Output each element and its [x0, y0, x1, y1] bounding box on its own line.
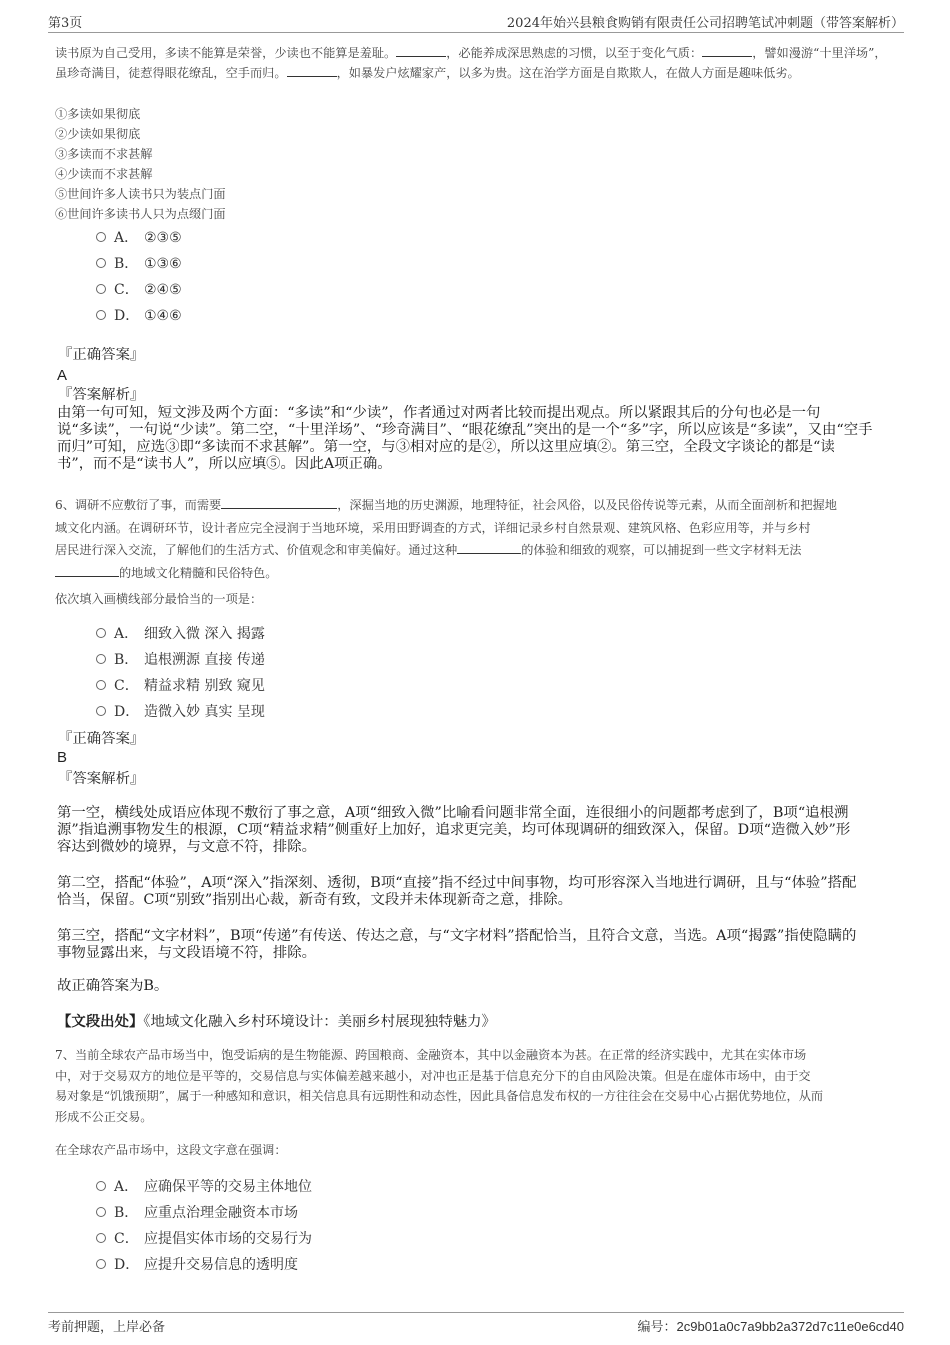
q6-answer: B [57, 749, 68, 766]
page-header [48, 10, 904, 33]
q6-answer-label: 『正确答案』 [58, 731, 145, 747]
source-title: 《地域文化融入乡村环境设计：美丽乡村展现独特魅力》 [143, 1014, 496, 1030]
option-a[interactable]: A． 应确保平等的交易主体地位 [96, 1174, 496, 1200]
list-item: ⑤世间许多人读书只为装点门面 [55, 187, 226, 201]
list-item: ②少读如果彻底 [55, 127, 141, 141]
q6-options [96, 621, 496, 725]
q6-prompt: 依次填入画横线部分最恰当的一项是： [55, 592, 263, 606]
q6-analysis-para1: 第一空，横线处成语应体现不敷衍了事之意，A项“细致入微”比喻看问题非常全面，连很细小的问题都考虑到了，B项“追根溯 源”指追溯事物发生的根源，C项“精益求精”侧重好上加好，追求更完美，均可体现调研的细致深入，保留。D项“造微入妙”形 容达到微妙的境界，与文意不符，排除。 [57, 805, 851, 855]
q6-analysis-para3: 第三空，搭配“文字材料”，B项“传递”有传送、传达之意，与“文字材料”搭配恰当，且符合文意，当选。A项“揭露”指使隐瞒的 事物显露出来，与文段语境不符，排除。 [57, 928, 857, 961]
q6-conclusion: 故正确答案为B。 [57, 978, 169, 994]
option-c[interactable]: C． ②④⑤ [96, 277, 496, 303]
option-c[interactable]: C． 应提倡实体市场的交易行为 [96, 1226, 496, 1252]
q6-stem: 6、调研不应敷衍了事，而需要 ，深掘当地的历史渊源，地理特征，社会风俗，以及民俗传说等元素，从而全面剖析和把握地 域文化内涵。在调研环节，设计者应完全浸润于当地环境，采用田野调查的方式，详细记录乡村自然景观、建筑风格、色彩应用等，并与乡村 居民进行深入交流，了解他们的生活方式、价值观念和审美偏好。通过这种 的体验和细致的观察，可以捕捉到一些文字材料无法 的地域文化精髓和民俗特色。 [55, 498, 837, 580]
radio-icon[interactable] [96, 680, 106, 690]
option-b[interactable]: B． 应重点治理金融资本市场 [96, 1200, 496, 1226]
radio-icon[interactable] [96, 310, 106, 320]
blank-1 [221, 496, 337, 509]
option-b[interactable]: B． 追根溯源 直接 传递 [96, 647, 496, 673]
q5-answer-label: 『正确答案』 [58, 347, 145, 363]
page-number: 第3页 [48, 16, 83, 31]
blank-1 [396, 44, 446, 57]
q7-stem: 7、当前全球农产品市场当中，饱受诟病的是生物能源、跨国粮商、金融资本，其中以金融资本为甚。在正常的经济实践中，尤其在实体市场 中，对于交易双方的地位是平等的，交易信息与实体偏差越来越小，对冲也正是基于信息充分下的自由风险决策。但是在虚体市场中，由于交 易对象是“饥饿预期”，属于一种感知和意识，相关信息具有远期性和动态性，因此具备信息发布权的一方往往会在交易中心占据优势地位，从而 形成不公正交易。 [55, 1048, 824, 1124]
q5-analysis-label: 『答案解析』 [58, 387, 145, 403]
list-item: ④少读而不求甚解 [55, 167, 153, 181]
radio-icon[interactable] [96, 1259, 106, 1269]
footer-slogan: 考前押题，上岸必备 [48, 1320, 166, 1335]
q5-items [55, 104, 897, 224]
page-footer [48, 1312, 904, 1337]
q5-options [96, 225, 496, 329]
radio-icon[interactable] [96, 628, 106, 638]
q6-analysis-label: 『答案解析』 [58, 771, 145, 787]
document-code: 编号：2c9b01a0c7a9bb2a372d7c11e0e6cd40 [637, 1319, 904, 1335]
radio-icon[interactable] [96, 258, 106, 268]
option-b[interactable]: B． ①③⑥ [96, 251, 496, 277]
radio-icon[interactable] [96, 1181, 106, 1191]
q7-options [96, 1174, 496, 1278]
document-title: 2024年始兴县粮食购销有限责任公司招聘笔试冲刺题（带答案解析） [506, 16, 904, 31]
radio-icon[interactable] [96, 654, 106, 664]
q6-analysis-para2: 第二空，搭配“体验”，A项“深入”指深刻、透彻，B项“直接”指不经过中间事物，均可形容深入当地进行调研，且与“体验”搭配 恰当，保留。C项“别致”指别出心裁，新奇有致，文段并未体现新奇之意，排除。 [57, 875, 857, 908]
radio-icon[interactable] [96, 1207, 106, 1217]
option-a[interactable]: A． 细致入微 深入 揭露 [96, 621, 496, 647]
radio-icon[interactable] [96, 1233, 106, 1243]
radio-icon[interactable] [96, 706, 106, 716]
option-c[interactable]: C． 精益求精 别致 窥见 [96, 673, 496, 699]
q5-analysis: 由第一句可知，短文涉及两个方面：“多读”和“少读”，作者通过对两者比较而提出观点。所以紧跟其后的分句也必是一句 说“多读”，一句说“少读”。第二空，“十里洋场”、“珍奇满目”、“眼花缭乱”突出的是一个“多”字，所以应该是“多读”，又由“空手 而归”可知，应选③即“多读而不求甚解”。第一空，与③相对应的是②，所以这里应填②。第三空，全段文字谈论的都是“读 书”，而不是“读书人”，所以应填⑤。因此A项正确。 [57, 405, 873, 472]
list-item: ①多读如果彻底 [55, 107, 141, 121]
q7-prompt: 在全球农产品市场中，这段文字意在强调： [55, 1143, 287, 1157]
list-item: ③多读而不求甚解 [55, 147, 153, 161]
option-d[interactable]: D． 造微入妙 真实 呈现 [96, 699, 496, 725]
radio-icon[interactable] [96, 232, 106, 242]
source-label: 【文段出处】 [57, 1013, 144, 1030]
q5-answer: A [57, 367, 68, 384]
radio-icon[interactable] [96, 284, 106, 294]
blank-2 [457, 541, 521, 554]
q6-source [57, 1013, 895, 1031]
blank-2 [702, 44, 752, 57]
list-item: ⑥世间许多读书人只为点缀门面 [55, 207, 226, 221]
option-d[interactable]: D． 应提升交易信息的透明度 [96, 1252, 496, 1278]
blank-3 [287, 64, 337, 77]
q5-stem: 读书原为自己受用，多读不能算是荣誉，少读也不能算是羞耻。 ，必能养成深思熟虑的习惯，以至于变化气质： ，譬如漫游“十里洋场”，虽珍奇满目，徒惹得眼花缭乱，空手而归。 ，如暴发户炫耀家产，以多为贵。这在治学方面是自欺欺人，在做人方面是趣味低劣。 [55, 46, 887, 80]
blank-3 [55, 564, 119, 577]
option-a[interactable]: A． ②③⑤ [96, 225, 496, 251]
option-d[interactable]: D． ①④⑥ [96, 303, 496, 329]
